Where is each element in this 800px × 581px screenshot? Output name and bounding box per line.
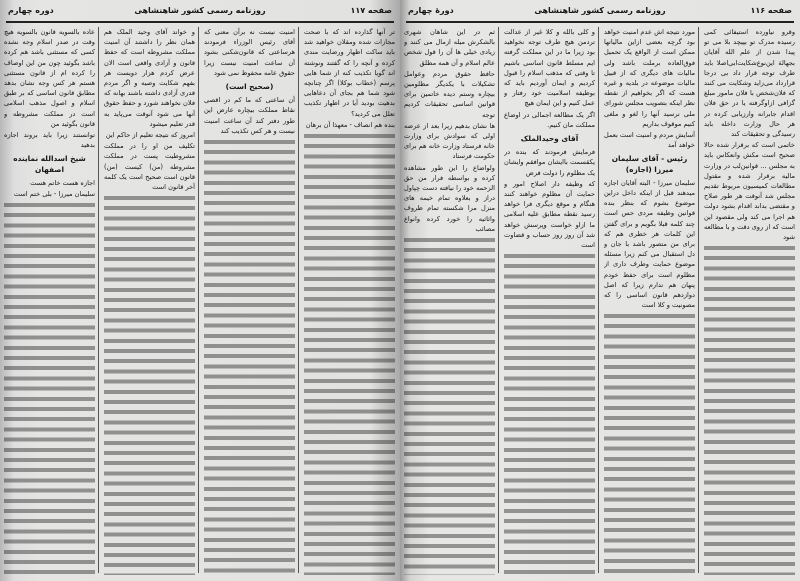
speaker-heading: (صحیح است)	[225, 82, 274, 92]
illegible-text-area	[204, 137, 295, 575]
page-number: صفحه ۱۱۷	[350, 6, 392, 15]
header-rule	[406, 21, 794, 23]
paragraph: عاده بالسویه قانون بالسویه هیچ وقت در صدر اسلام وجه نشده کسی که مستثنی باشد هم کرده باشد بگوئید چون من این اوصاف را کرده ام از قانون مستثنی هستم هر کس وجه نشان بدهد مطابق قانون اساسی که بر طبق اسلام و اصول مذهب اسلامی است در مملکت مشروطه و قانون بگوئید من	[4, 28, 95, 128]
illegible-text-area	[704, 243, 795, 575]
column-divider	[298, 27, 299, 573]
speaker-heading: آقای وحیدالملک	[520, 134, 579, 144]
text-column	[4, 27, 95, 575]
speaker-heading: رئیس - آقای سلیمان میرزا (اجازه)	[611, 154, 688, 174]
paragraph: که وظیفه دار اصلاح امور و حمایت آن مظلوم خواهند کنند هنگام و موقع دیگری فرا خواهد رسید نقطه مطابق علیه اسلامی ما ازاو خواست وپرسش خواهد شد آن روز روز حساب و قضاوت است	[504, 179, 595, 250]
illegible-text-area	[504, 251, 595, 575]
paragraph: ثم در این شاهان شهری بالشکرش میله ازمال می کنند و زیادی خیلی ها آن را قول شخص عالم اسلام و آن همه مطلق	[404, 28, 495, 67]
page-number: صفحه ۱۱۶	[750, 6, 792, 15]
illegible-text-area	[604, 311, 695, 575]
page-header	[408, 6, 792, 20]
paragraph: تر آنها گذارده اند که با صحت مجازات شده ومقلان خواهید شد باید ساکت اظهار ورضایت مندی کرده و آنچه را که گفتند ونوشته اند گویا تکذیب کنه از شما هایی پرسم (خطاب بوکلا) اگر چنانچه شود شما هم بجای آن دعاهایی بدهیت بودید آیا در اظهار تکذیب تعلل می کردید؟	[304, 28, 395, 118]
illegible-text-area	[404, 235, 495, 575]
illegible-text-area	[104, 193, 195, 575]
paragraph: حافظ حقوق مردم وعوامل تشکیلات با یکدیگر مظلومین بیچاره وستم دیده خاتمین برای‌ قوانین اساسی تحقیقات کردیم توجه	[404, 69, 495, 119]
volume-label: دوره چهارم	[8, 6, 54, 15]
paragraph: امروز که نتیجه تعلیم از حاکم این	[105, 131, 195, 140]
volume-label: دورهٔ چهارم	[408, 6, 454, 15]
paragraph: و خواند آقای وحید الملک هم همان نظر را داشتند آن امنیت مملکت مشروطه است که حفظ قانون و آزادی واقعی است الان عرض کردم هزار دویست هر بفهم شکایت وصیه و اگر مردم قدری آزادی داشته باشند بهانه که فلان نخواهند شورد و حفظ حقوق آنها می شود آنوقت می‌پاید به قدر تعلیم میشود	[104, 28, 195, 128]
paragraph: توانستند زیرا باید بروند اجازه بدهید	[4, 131, 95, 150]
paragraph: وقرو نیاورده استیفائی کمی رسیده مدرک تو بپیچد بلا می تو پیدا شدن از علم الله آقایان بجهالة این‌نوع‌شکایت‌ابی‌اصلا باید طرف توجه قرار داد بی درجا قرارداد می‌زاید وشکایت می کنند که فلان‌شخص با فلان مامور مبلغ گزافی ازاوگرفته یا در حق فلان اقدام جابرانه وارزیابی کرده‌ در هر حال وزارت داخله باید رسیدگی و تحقیقات کند	[704, 28, 795, 139]
paragraph: مورد نتیجه اش عدم امنیت خواهد بود گرچه بعضی ازاین مالیاتها ممکن است از الواقع یک تحمیل فوق‌العاده‌ برملت باشد ولی مالیات های دیگری که از قبیل مالیات موضوعه در بلدیه و غیره هست که اگر بخواهیم از نقطه نظر اینکه بتصویب مجلس شورای ملی نرسید آنها را لغو و ملغی کنیم موقوف بداریم	[604, 28, 695, 128]
paragraph: ولواضاع را این طور مشاهده کرده و بواسطه فرار من حق‌ الزحمه خود را نیافته دست چپاول دراز و بعلاوه تمام خیمه های منزل مرا شکسته تمام ظروف واثاثیه را خورد کرده وانواع مصائب	[404, 163, 495, 233]
paragraph: ها نشان بدهیم زیرا بعد از عرضه اولی که سوادش برای وزارت خانه فرستاد وزارت خانه هم برای حکومت فرستاد	[404, 121, 495, 161]
column-divider	[198, 27, 199, 573]
illegible-text-area	[4, 200, 95, 575]
text-column	[304, 27, 395, 575]
paragraph: امنیت نیست نه برآن معنی که آقای رئیس الوزراء فرمودند هرساعتی که قانون‌شکنی بشود آن ساعت امنیت نیست زیرا حقوق عامه محفوظ نمی شود	[204, 28, 295, 77]
newspaper-title: روزنامه رسمی کشور شاهنشاهی	[134, 6, 266, 15]
paragraph: بنده هم انصاف - معهذا آن برهان	[305, 120, 395, 129]
paragraph: خاتمی است که برقرار شده حالا صحیح است مکش وانعکاس باید به مجلس ... قوانین‌لب در وزارت مالیه برقرار شده و مقتول مطالعات کمیسیون مربوط تقدیم مجلس شد آنوقت هر طور صلاح و مقتضی بداند اقدام بشود دولت هم اجرا می کند ولی مقصود این است که از روی دقت و با مطالعه شود	[704, 141, 795, 242]
text-column	[404, 27, 495, 575]
paragraph: فرمایش فرمودند که بنده در یکقسمت باایشان موافقم وایشان یک مظلوم را دولت فرض	[504, 148, 595, 177]
page-116	[400, 0, 800, 581]
column-divider	[498, 27, 499, 573]
newspaper-title: روزنامه رسمی کشور شاهنشاهی	[534, 6, 666, 15]
header-rule	[6, 21, 394, 23]
column-divider	[98, 27, 99, 573]
page-header	[8, 6, 392, 20]
paragraph: اگر یک مطالعه اجمالی در اوضاع مملکت مان کنیم.	[504, 110, 595, 129]
text-column	[604, 27, 695, 575]
text-column	[104, 27, 195, 575]
illegible-text-area	[304, 131, 395, 575]
text-column	[504, 27, 595, 575]
text-column	[204, 27, 295, 575]
text-column	[704, 27, 795, 575]
paragraph: سلیمان میرزا - بلی ختم است	[13, 190, 95, 199]
column-divider	[598, 27, 599, 573]
paragraph: تکلیف من او را در مملکت مشروطیت پست در مملکت مشروطه (من) کیست (من) قانون است صحیح است یک کلمه آخر قانون است	[104, 142, 195, 192]
paragraph: سلیمان میرزا - البته آقایان اجازه میدهند قبل از اینکه داخل دراین موضوع بشوم که بنظر بنده قوانین وظیفه مردی حس است چند کلمه قبلا بگویم و برای گفتن این کلمات هر خطری هم که برای من متصور باشد با جان و دل استقبال می کنم زیرا مسئله موضوع حمایت وطرف داری از مظلوم است برای حفظ خودم پنهان هم ندارم زیرا که اصل دوازدهم قانون اساسی را که مصونیت و کلا است	[604, 178, 695, 310]
paragraph: آسایش مردم و امنیت است بعمل خواهد آمد	[604, 131, 695, 150]
paragraph: آن ساعتی که ما کم در اقصی نقاط مملکت بیچاره عارض این طور دفتر کند آن ساعت امنیت نیست و هر کس تکذیب کند	[204, 96, 295, 135]
paragraph: اجازه هست خاتم هست	[30, 178, 95, 187]
speaker-heading: شیخ اسدالله نماینده اصفهان	[13, 154, 86, 174]
paragraph: و کلی بالله و کلا غیر از عدالت تردمن هیچ طرف توجه نخواهید بود زیرا ما در این مملکت گرفته ایم مسلط قانون اساسی باشیم تا وقتی که مذهب اسلام را قبول کردیم و ایمان آوردیم باید که بوظیفه اسلامیت خود رفتار و عمل کنیم و این ایمان هیچ	[504, 28, 595, 108]
column-divider	[698, 27, 699, 573]
